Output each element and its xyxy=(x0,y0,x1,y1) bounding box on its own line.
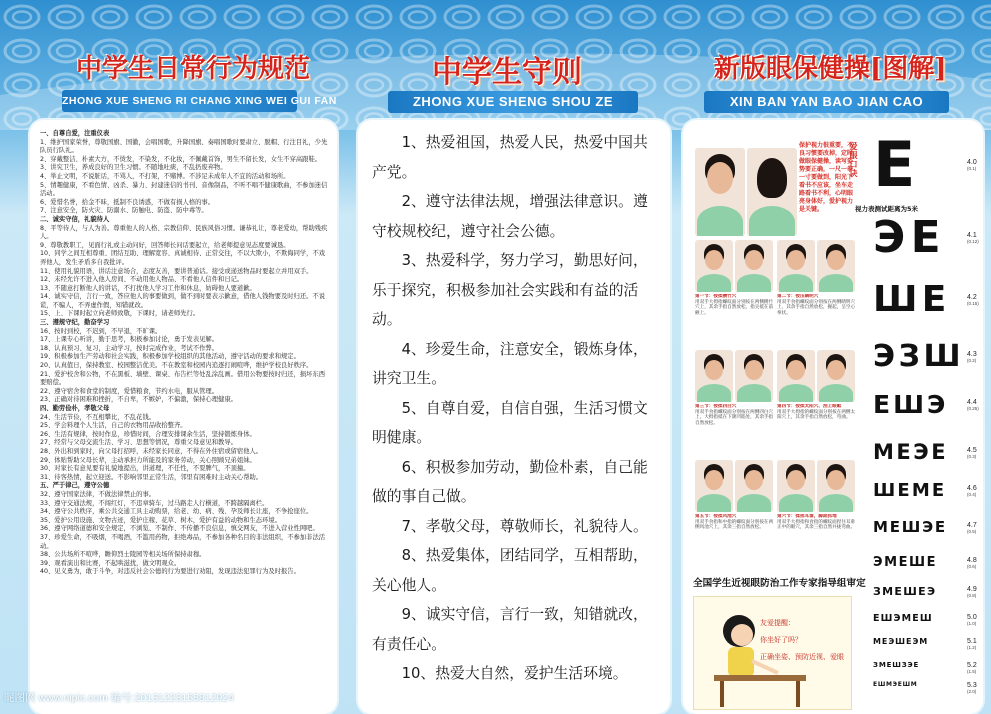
cartoon-line: 友爱提醒： xyxy=(760,619,795,627)
norms-item: 9、尊敬教职工，见面行礼或主动问好，回答师长问话要起立，给老师提意见态度要诚恳。 xyxy=(40,241,290,249)
acuity-5-point: 5.2 xyxy=(967,662,977,669)
watermark: 昵图网 www.nipic.com 编号:20131223155812924 xyxy=(4,692,234,704)
norms-item: 2、穿戴整洁、朴素大方，不烫发，不染发，不化妆，不佩戴首饰，男生不留长发，女生不穿高跟鞋。 xyxy=(40,155,322,163)
step-photo xyxy=(777,350,815,402)
rule-item: 6、积极参加劳动，勤俭朴素，自己能做的事自己做。 xyxy=(372,458,648,505)
rule-item: 9、诚实守信，言行一致，知错就改，有责任心。 xyxy=(372,606,648,653)
step-caption xyxy=(777,294,857,342)
step-text: 用双手大拇指和食指的螺纹面捏住耳垂正中的眼穴，其余三指自然并拢弯曲。 xyxy=(777,519,856,531)
norms-item: 23、正确对待困难和挫折，不自卑，不嫉妒，不偏激，保持心理健康。 xyxy=(40,396,237,404)
optotype-row: MEШЭE xyxy=(873,518,947,536)
rule-item: 7、孝敬父母，尊敬师长，礼貌待人。 xyxy=(401,517,648,535)
step-caption xyxy=(777,404,857,452)
cartoon-line: 你坐好了吗？ xyxy=(760,636,802,644)
norms-panel xyxy=(30,120,337,714)
acuity-value xyxy=(967,557,977,569)
step-caption xyxy=(695,514,775,562)
cartoon-line: 正确坐姿、预防近视、爱眼 xyxy=(760,653,844,661)
norms-item: 8、平等待人，与人为善。尊重他人的人格、宗教信仰、民族风俗习惯。谦恭礼让，尊老爱幼，帮助残疾人。 xyxy=(40,224,328,241)
eye-exercise-pinyin-banner: XIN BAN YAN BAO JIAN CAO xyxy=(704,91,949,113)
norms-item: 10、同学之间互相尊重、团结互助、理解宽容、真诚相待、正常交往，不以大欺小，不欺侮同学，不戏弄他人，发生矛盾多自我批评。 xyxy=(40,250,326,266)
acuity-value xyxy=(967,159,977,171)
norms-item: 28、外出和到家时，向父母打招呼，未经家长同意，不得在外住宿或留宿他人。 xyxy=(40,447,263,455)
rules-title: 中学生守则 xyxy=(432,55,582,90)
step-photo xyxy=(695,460,733,512)
norms-section-heading: 一、自尊自爱，注重仪表 xyxy=(40,130,110,137)
norms-item: 33、遵守交通法规，不闯红灯，不违章骑车，过马路走人行横道，不跨越隔离栏。 xyxy=(40,499,269,507)
acuity-decimal: (0.12) xyxy=(967,239,979,244)
step-title: 第三节：按揉四白穴 xyxy=(695,404,737,409)
optotype-row: EШЭ xyxy=(873,390,949,419)
acuity-decimal: (0.4) xyxy=(967,492,977,497)
norms-item: 13、不随意打断他人的讲话，不打扰他人学习工作和休息，妨碍他人要道歉。 xyxy=(40,284,256,292)
optotype-row: ЭЗШ xyxy=(873,339,965,374)
acuity-decimal: (1.2) xyxy=(967,645,977,650)
norms-item: 6、爱惜名誉，拾金不昧，抵制不良诱惑，不做有损人格的事。 xyxy=(40,198,215,206)
acuity-decimal: (2.0) xyxy=(967,689,977,694)
optotype-row: ШEME xyxy=(873,480,947,501)
norms-text xyxy=(40,130,330,577)
acuity-value xyxy=(967,399,979,411)
norms-item: 40、见义勇为，敢于斗争，对违反社会公德的行为要进行劝阻，发现违法犯罪行为及时报告。 xyxy=(40,568,300,576)
acuity-5-point: 4.8 xyxy=(967,556,977,564)
norms-item: 22、遵守宿舍和食堂的制度，爱惜粮食，节约水电，服从管理。 xyxy=(40,387,219,395)
eye-exercise-title: 新版眼保健操[图解] xyxy=(714,54,947,84)
step-photo xyxy=(777,240,815,292)
norms-item: 21、爱护校舍和公物，不在黑板、墙壁、课桌、布告栏等处乱涂乱画。借用公物要按时归还，损坏东西要赔偿。 xyxy=(40,370,326,387)
rule-item: 10、热爱大自然，爱护生活环境。 xyxy=(401,665,628,682)
norms-item: 26、生活有规律，按时作息，珍惜时间，合理安排课余生活，坚持锻炼身体。 xyxy=(40,430,256,438)
norms-section-heading: 三、遵规守纪，勤奋学习 xyxy=(40,319,110,327)
step-photo xyxy=(777,460,815,512)
step-text: 用双手食指螺纹面分别按在两侧睛明穴上，其余手指自然放松，握起，呈空心拳状。 xyxy=(777,299,856,316)
acuity-decimal: (0.8) xyxy=(967,593,977,598)
acuity-value xyxy=(967,522,977,534)
eye-exercise-panel xyxy=(683,120,983,714)
norms-item: 5、情趣健康，不看色情、凶杀、暴力、封建迷信的书刊、音像制品，不听不唱不健康歌曲，不参加迷信活动。 xyxy=(40,181,328,198)
acuity-decimal: (0.5) xyxy=(967,528,977,534)
rule-item: 1、热爱祖国，热爱人民，热爱中国共产党。 xyxy=(372,134,648,181)
acuity-value xyxy=(967,447,977,459)
step-title: 第四节：按揉太阳穴、刮上眼眶 xyxy=(777,404,842,409)
rule-item: 5、自尊自爱，自信自强，生活习惯文明健康。 xyxy=(372,399,648,446)
rules-panel xyxy=(358,120,670,714)
step-text: 用双手食指螺纹面分别按在两侧四白穴上，大拇指抵在下颌凹陷处，其余手指自然放松。 xyxy=(695,409,774,426)
acuity-5-point: 5.3 xyxy=(967,682,977,689)
optotype-row: ЗMEШEЭ xyxy=(873,585,937,598)
norms-item: 19、积极参加生产劳动和社会实践，积极参加学校组织的其他活动，遵守活动的要求和规定。 xyxy=(40,353,300,361)
rule-item: 2、遵守法律法规，增强法律意识。遵守校规校纪，遵守社会公德。 xyxy=(372,193,648,240)
rules-pinyin-banner: ZHONG XUE SHENG SHOU ZE xyxy=(388,91,638,113)
norms-item: 15、上、下课时起立向老师致敬，下课时，请老师先行。 xyxy=(40,310,200,318)
acuity-value xyxy=(967,351,977,363)
step-text: 用双手食指和中指的螺纹面分别按在两侧风池穴上，其余三指自然放松。 xyxy=(695,519,774,531)
acuity-5-point: 4.2 xyxy=(967,294,977,301)
posture-cartoon xyxy=(693,596,852,710)
step-caption xyxy=(777,514,857,562)
acuity-value xyxy=(967,485,977,497)
photo-back-head xyxy=(747,148,797,236)
acuity-decimal: (0.25) xyxy=(967,405,979,411)
chart-subtitle: 视力表测试距离为5米 xyxy=(855,205,919,213)
step-photo xyxy=(695,350,733,402)
step-title: 第五节：按揉风池穴 xyxy=(695,514,737,519)
step-photo xyxy=(817,240,855,292)
acuity-value xyxy=(967,294,979,306)
norms-item: 20、认真值日，保持教室、校园整洁优美。不在教室和校园内追逐打闹喧哗，维护学校良好秩序。 xyxy=(40,362,313,370)
acuity-decimal: (0.15) xyxy=(967,301,979,306)
norms-item: 17、上课专心听讲，勤于思考，积极参加讨论，勇于发表见解。 xyxy=(40,336,219,344)
norms-item: 32、遵守国家法律，不做法律禁止的事。 xyxy=(40,490,156,498)
norms-item: 14、诚实守信，言行一致，答应他人的事要做到，做不到时要表示歉意，借他人钱物要及时归还。不说谎，不骗人，不弄虚作假，知错就改。 xyxy=(40,293,326,309)
step-title: 第二节：按压睛明穴 xyxy=(777,294,819,299)
optotype-row: ШE xyxy=(873,279,951,320)
norms-section-heading: 二、诚实守信，礼貌待人 xyxy=(40,215,110,223)
rule-item: 3、热爱科学，努力学习，勤思好问，乐于探究，积极参加社会实践和有益的活动。 xyxy=(372,252,648,328)
norms-item: 30、对家长有意见要有礼貌地提出，讲道理，不任性，不耍脾气，不顶撞。 xyxy=(40,465,250,473)
acuity-5-point: 4.1 xyxy=(967,232,977,239)
norms-item: 36、遵守网络道德和安全规定，不浏览、不制作、不传播不良信息，慎交网友，不进入营业性网吧。 xyxy=(40,525,319,533)
optotype-row: EШЭMEШ xyxy=(873,613,933,624)
norms-title: 中学生日常行为规范 xyxy=(76,54,311,84)
acuity-decimal: (0.1) xyxy=(967,166,977,171)
norms-item: 24、生活节俭，不互相攀比，不乱花钱。 xyxy=(40,413,156,421)
acuity-value xyxy=(967,638,977,650)
norms-section-heading: 四、勤劳俭朴，孝敬父母 xyxy=(40,405,110,412)
norms-item: 31、待客热情，起立迎送。不影响邻里正常生活，邻里有困难时主动关心帮助。 xyxy=(40,473,263,481)
acuity-value xyxy=(967,614,977,626)
chart-side-label: 爱眼口诀 xyxy=(849,142,858,178)
acuity-value xyxy=(967,662,977,674)
step-photo xyxy=(695,240,733,292)
acuity-5-point: 5.1 xyxy=(967,638,977,645)
acuity-5-point: 4.0 xyxy=(967,159,977,166)
step-text: 用双手大拇指螺纹面分别按在两侧攒竹穴上，其余手指自然放松，指尖抵在前额上。 xyxy=(695,299,774,316)
step-photo xyxy=(735,460,773,512)
step-caption xyxy=(695,294,775,342)
norms-item: 1、维护国家荣誉，尊敬国旗、国徽，会唱国歌，升降国旗、奏唱国歌时要肃立、脱帽、行注目礼，少先队员行队礼。 xyxy=(40,138,328,155)
acuity-decimal: (0.2) xyxy=(967,358,977,363)
acuity-decimal: (1.5) xyxy=(967,669,977,674)
norms-item: 29、体贴帮助父母长辈，主动承担力所能及的家务劳动，关心照顾兄弟姐妹。 xyxy=(40,456,256,464)
norms-item: 12、未经允许不进入他人房间、不动用他人物品、不看他人信件和日记。 xyxy=(40,276,244,284)
acuity-decimal: (1.0) xyxy=(967,621,977,626)
step-caption xyxy=(695,404,775,452)
photo-front-face xyxy=(695,148,745,236)
norms-item: 18、认真预习、复习，主动学习，按时完成作业，考试不作弊。 xyxy=(40,344,219,352)
step-title: 第一节：按揉攒竹穴 xyxy=(695,294,737,299)
optotype-row: MEЭE xyxy=(873,440,949,464)
optotype-row: E xyxy=(873,128,923,201)
step-title: 第六节：揉捏耳垂，脚趾抓地 xyxy=(777,514,837,519)
optotype-row: ЗMEШЗЭE xyxy=(873,661,920,669)
acuity-5-point: 4.5 xyxy=(967,446,977,454)
optotype-row: EШMЭEШM xyxy=(873,681,918,688)
norms-section-heading: 五、严于律己，遵守公德 xyxy=(40,482,110,490)
norms-item: 35、爱护公用设施、文物古迹，爱护庄稼、花草、树木，爱护有益的动物和生态环境。 xyxy=(40,516,281,524)
norms-item: 16、按时到校，不迟到，不早退，不旷课。 xyxy=(40,327,162,335)
norms-pinyin-banner: ZHONG XUE SHENG RI CHANG XING WEI GUI FAN xyxy=(62,90,297,112)
acuity-value xyxy=(967,682,977,694)
optotype-row: ЭE xyxy=(873,212,946,263)
norms-item: 7、注意安全，防火灾、防溺水、防触电、防盗、防中毒等。 xyxy=(40,207,208,215)
norms-item: 38、公共场所不喧哗，瞻仰烈士陵园等相关场所保持肃穆。 xyxy=(40,551,206,559)
step-photo xyxy=(735,350,773,402)
acuity-decimal: (0.6) xyxy=(967,563,977,569)
step-photo xyxy=(817,350,855,402)
eye-slogan: 保护视力很重要，不良习惯要改掉，定时做眼保健操，读写姿势要正确，一尺一拳一寸要做到，阳光下看书不应该，坐车走路看书不利，心明眼亮身体好，爱护视力是关键。 xyxy=(799,142,854,213)
step-text: 用双手大拇指的螺纹面分别按在两侧太阳穴上，其余手指自然放松，弯曲。 xyxy=(777,409,856,421)
norms-item: 11、使用礼貌用语，讲话注意场合，态度友善，要讲普通话。接受或递送物品时要起立并用双手。 xyxy=(40,267,313,275)
acuity-5-point: 4.3 xyxy=(967,351,977,358)
cartoon-text xyxy=(760,615,844,666)
norms-item: 25、学会料理个人生活，自己的衣物用品收拾整齐。 xyxy=(40,422,187,430)
authority-line: 全国学生近视眼防治工作专家指导组审定 xyxy=(693,578,866,589)
acuity-value xyxy=(967,232,979,244)
acuity-decimal: (0.3) xyxy=(967,453,977,459)
acuity-5-point: 4.9 xyxy=(967,586,977,593)
acuity-5-point: 5.0 xyxy=(967,614,977,621)
acuity-5-point: 4.6 xyxy=(967,485,977,492)
norms-item: 34、遵守公共秩序，乘公共交通工具主动购票，给老、幼、病、残、孕及师长让座，不争抢座位。 xyxy=(40,508,313,516)
norms-item: 3、讲究卫生，养成良好的卫生习惯。不随地吐痰，不乱扔废弃物。 xyxy=(40,164,227,172)
norms-item: 39、观看演出和比赛，不起哄滋扰，做文明观众。 xyxy=(40,559,181,567)
norms-item: 4、举止文明，不说脏话，不骂人，不打架，不赌博。不涉足未成年人不宜的活动和场所。 xyxy=(40,172,290,180)
norms-item: 27、经常与父母交流生活、学习、思想等情况，尊重父母意见和教导。 xyxy=(40,439,237,447)
step-photo xyxy=(735,240,773,292)
acuity-5-point: 4.4 xyxy=(967,398,977,406)
acuity-value xyxy=(967,586,977,598)
step-photo xyxy=(817,460,855,512)
optotype-row: ЭMEШE xyxy=(873,555,938,570)
acuity-5-point: 4.7 xyxy=(967,521,977,529)
norms-item: 37、珍爱生命，不吸烟，不喝酒，不滥用药物，拒绝毒品，不参加各种名目的非法组织，不参加非法活动。 xyxy=(40,533,326,550)
rule-item: 4、珍爱生命，注意安全，锻炼身体，讲究卫生。 xyxy=(372,340,648,387)
rules-list xyxy=(372,128,662,689)
optotype-row: MEЭШEЭM xyxy=(873,637,929,646)
rule-item: 8、热爱集体，团结同学，互相帮助，关心他人。 xyxy=(372,547,648,594)
